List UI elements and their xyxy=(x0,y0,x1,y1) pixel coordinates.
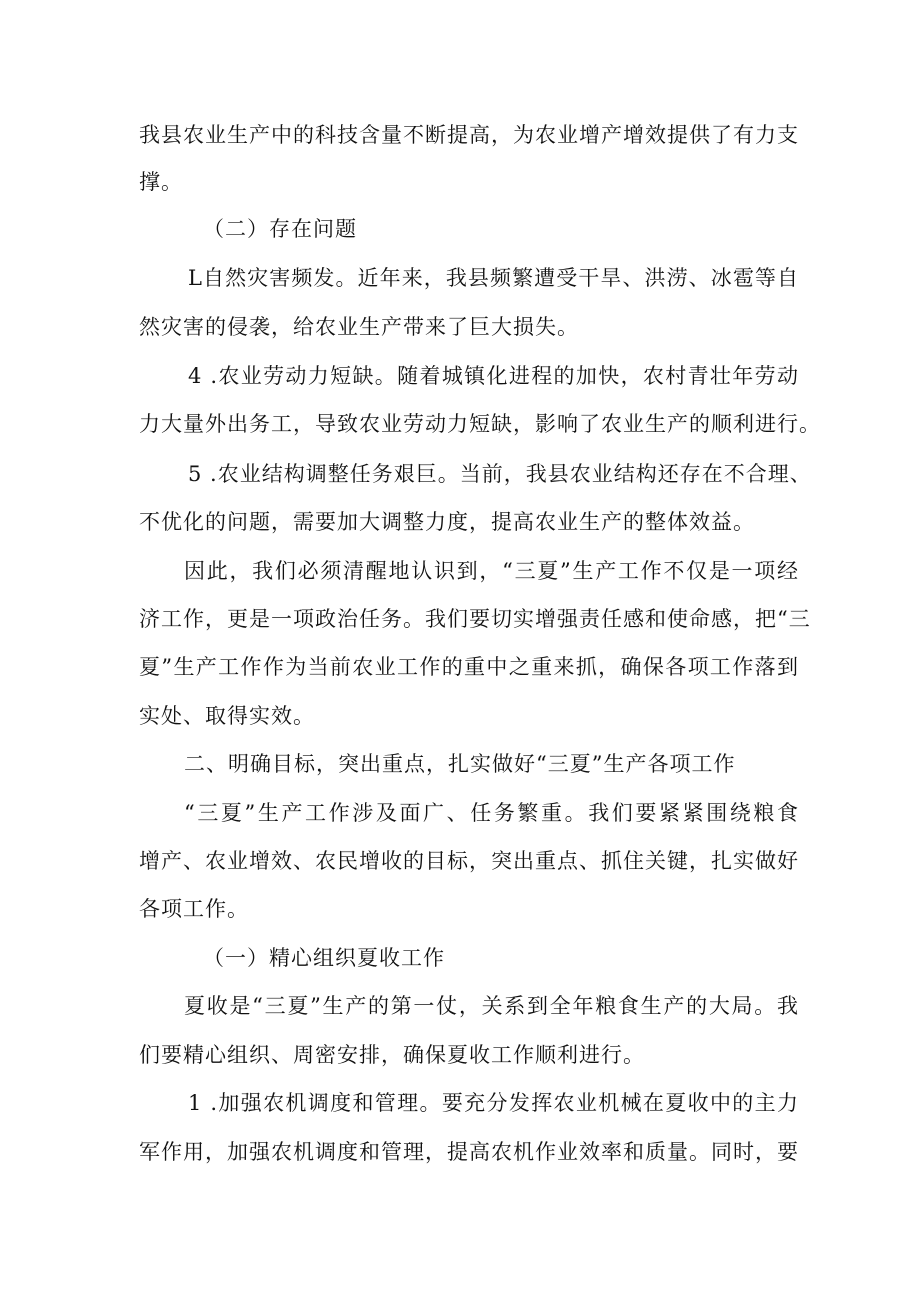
body-text-line: 增产、农业增效、农民增收的目标，突出重点、抓住关键，扎实做好 xyxy=(139,849,799,873)
body-text-line: 们要精心组织、周密安排，确保夏收工作顺利进行。 xyxy=(139,1043,645,1067)
list-item-line: L自然灾害频发。近年来，我县频繁遭受干旱、洪涝、冰雹等自 xyxy=(188,266,799,290)
chapter-heading: 二、明确目标，突出重点，扎实做好“三夏”生产各项工作 xyxy=(184,752,736,776)
paragraph-line: 因此，我们必须清醒地认识到，“三夏”生产工作不仅是一项经 xyxy=(184,559,799,583)
section-heading: （二）存在问题 xyxy=(203,217,357,241)
list-item-line: 1 .加强农机调度和管理。要充分发挥农业机械在夏收中的主力 xyxy=(188,1091,799,1115)
body-text-line: 军作用，加强农机调度和管理，提高农机作业效率和质量。同时，要 xyxy=(139,1140,799,1164)
list-item-line: 5 .农业结构调整任务艰巨。当前，我县农业结构还存在不合理、 xyxy=(188,462,812,486)
body-text-line: 实处、取得实效。 xyxy=(139,704,315,728)
body-text-line: 济工作，更是一项政治任务。我们要切实增强责任感和使命感，把“三 xyxy=(139,607,811,631)
body-text-line: 力大量外出务工，导致农业劳动力短缺，影响了农业生产的顺利进行。 xyxy=(139,412,821,436)
body-text-line: 我县农业生产中的科技含量不断提高，为农业增产增效提供了有力支 xyxy=(139,123,799,147)
list-item-line: 4 .农业劳动力短缺。随着城镇化进程的加快，农村青壮年劳动 xyxy=(188,364,799,388)
body-text-line: 夏”生产工作作为当前农业工作的重中之重来抓，确保各项工作落到 xyxy=(139,655,799,679)
body-text-line: 撑。 xyxy=(139,170,183,194)
body-text-line: 不优化的问题，需要加大调整力度，提高农业生产的整体效益。 xyxy=(139,510,755,534)
section-heading: （一）精心组织夏收工作 xyxy=(203,946,445,970)
body-text-line: 然灾害的侵袭，给农业生产带来了巨大损失。 xyxy=(139,315,579,339)
body-text-line: 各项工作。 xyxy=(139,897,249,921)
paragraph-line: “三夏”生产工作涉及面广、任务繁重。我们要紧紧围绕粮食 xyxy=(184,801,799,825)
paragraph-line: 夏收是“三夏”生产的第一仗，关系到全年粮食生产的大局。我 xyxy=(184,994,799,1018)
